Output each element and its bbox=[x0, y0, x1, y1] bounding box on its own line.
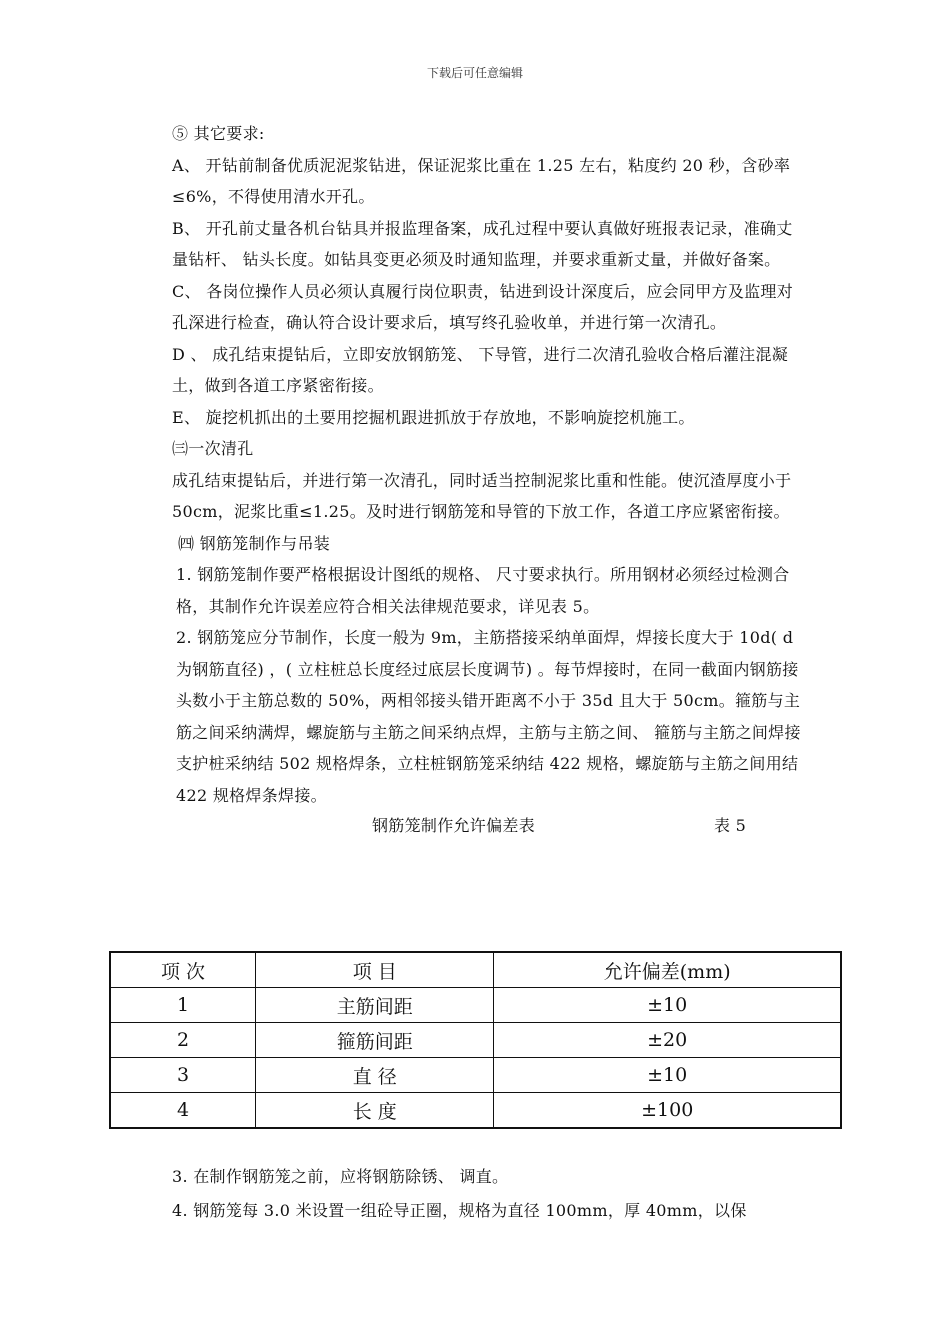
header-cell: 项 次 bbox=[110, 952, 256, 988]
table-cell: 主筋间距 bbox=[256, 988, 494, 1023]
table-row bbox=[110, 1023, 841, 1058]
para-c: C、 各岗位操作人员必须认真履行岗位职责，钻进到设计深度后，应会同甲方及监理对孔深进行检查，确认符合设计要求后，填写终孔验收单，并进行第一次清孔。 bbox=[172, 281, 794, 332]
table-cell: ±20 bbox=[494, 1023, 841, 1058]
table-cell: ±10 bbox=[494, 988, 841, 1023]
para-first-cleaning: 成孔结束提钻后，并进行第一次清孔，同时适当控制泥浆比重和性能。使沉渣厚度小于 50cm，泥浆比重≤1.25。及时进行钢筋笼和导管的下放工作，各道工序应紧密衔接。 bbox=[172, 470, 792, 521]
para-d: D 、 成孔结束提钻后，立即安放钢筋笼、 下导管，进行二次清孔验收合格后灌注混凝土，做到各道工序紧密衔接。 bbox=[172, 344, 789, 395]
table-row bbox=[110, 988, 841, 1023]
table-cell: 1 bbox=[110, 988, 256, 1023]
table-number: 表 5 bbox=[714, 816, 747, 835]
para-e: E、 旋挖机抓出的土要用挖掘机跟进抓放于存放地，不影响旋挖机施工。 bbox=[172, 407, 695, 427]
header-cell: 项 目 bbox=[256, 952, 494, 988]
para-item-1: 1. 钢筋笼制作要严格根据设计图纸的规格、 尺寸要求执行。所用钢材必须经过检测合格，其制作允许误差应符合相关法律规范要求，详见表 5。 bbox=[176, 565, 790, 616]
section-cage-fabrication: ㈣ 钢筋笼制作与吊装 bbox=[178, 533, 331, 553]
table-cell: 3 bbox=[110, 1058, 256, 1093]
table-row bbox=[110, 1093, 841, 1129]
table-cell: ±10 bbox=[494, 1058, 841, 1093]
table-header-row bbox=[110, 952, 841, 988]
page-header: 下载后可任意编辑 bbox=[426, 66, 523, 80]
document-body-continued bbox=[172, 1160, 808, 1228]
para-item-4: 4. 钢筋笼每 3.0 米设置一组砼导正圈，规格为直径 100mm，厚 40mm，以保 bbox=[172, 1201, 747, 1220]
section-first-cleaning: ㈢一次清孔 bbox=[172, 439, 254, 458]
table-cell: 4 bbox=[110, 1093, 256, 1129]
document-body bbox=[172, 118, 808, 841]
tolerance-table bbox=[109, 951, 842, 1129]
para-other-requirements: ⑤ 其它要求: bbox=[172, 124, 265, 143]
para-b: B、 开孔前丈量各机台钻具并报监理备案，成孔过程中要认真做好班报表记录，准确丈量钻杆、 钻头长度。如钻具变更必须及时通知监理，并要求重新丈量，并做好备案。 bbox=[172, 218, 793, 269]
table-row bbox=[110, 1058, 841, 1093]
table-cell: 长 度 bbox=[256, 1093, 494, 1129]
para-a: A、 开钻前制备优质泥泥浆钻进，保证泥浆比重在 1.25 左右，粘度约 20 秒，含砂率≤6%，不得使用清水开孔。 bbox=[172, 155, 791, 206]
table-title: 钢筋笼制作允许偏差表 bbox=[372, 816, 536, 835]
table-cell: 2 bbox=[110, 1023, 256, 1058]
table-cell: 直 径 bbox=[256, 1058, 494, 1093]
table-cell: 箍筋间距 bbox=[256, 1023, 494, 1058]
table-cell: ±100 bbox=[494, 1093, 841, 1129]
table-caption bbox=[172, 811, 808, 841]
para-item-3: 3. 在制作钢筋笼之前，应将钢筋除锈、 调直。 bbox=[172, 1167, 509, 1186]
para-item-2: 2. 钢筋笼应分节制作，长度一般为 9m，主筋搭接采纳单面焊，焊接长度大于 10d( d 为钢筋直径) ，( 立柱桩总长度经过底层长度调节) 。每节焊接时，在同一截面内钢筋接头数小于主筋总数的 50%，两相邻接头错开距离不小于 35d 且大于 50cm。箍筋与主筋之间采纳满焊，螺旋筋与主筋之间采纳点焊，主筋与主筋之间、 箍筋与主筋之间焊接支护桩采纳结 502 规格焊条，立柱桩钢筋笼采纳结 422 规格，螺旋筋与主筋之间用结 422 规格焊条焊接。 bbox=[176, 628, 801, 805]
header-cell: 允许偏差(mm) bbox=[494, 952, 841, 988]
